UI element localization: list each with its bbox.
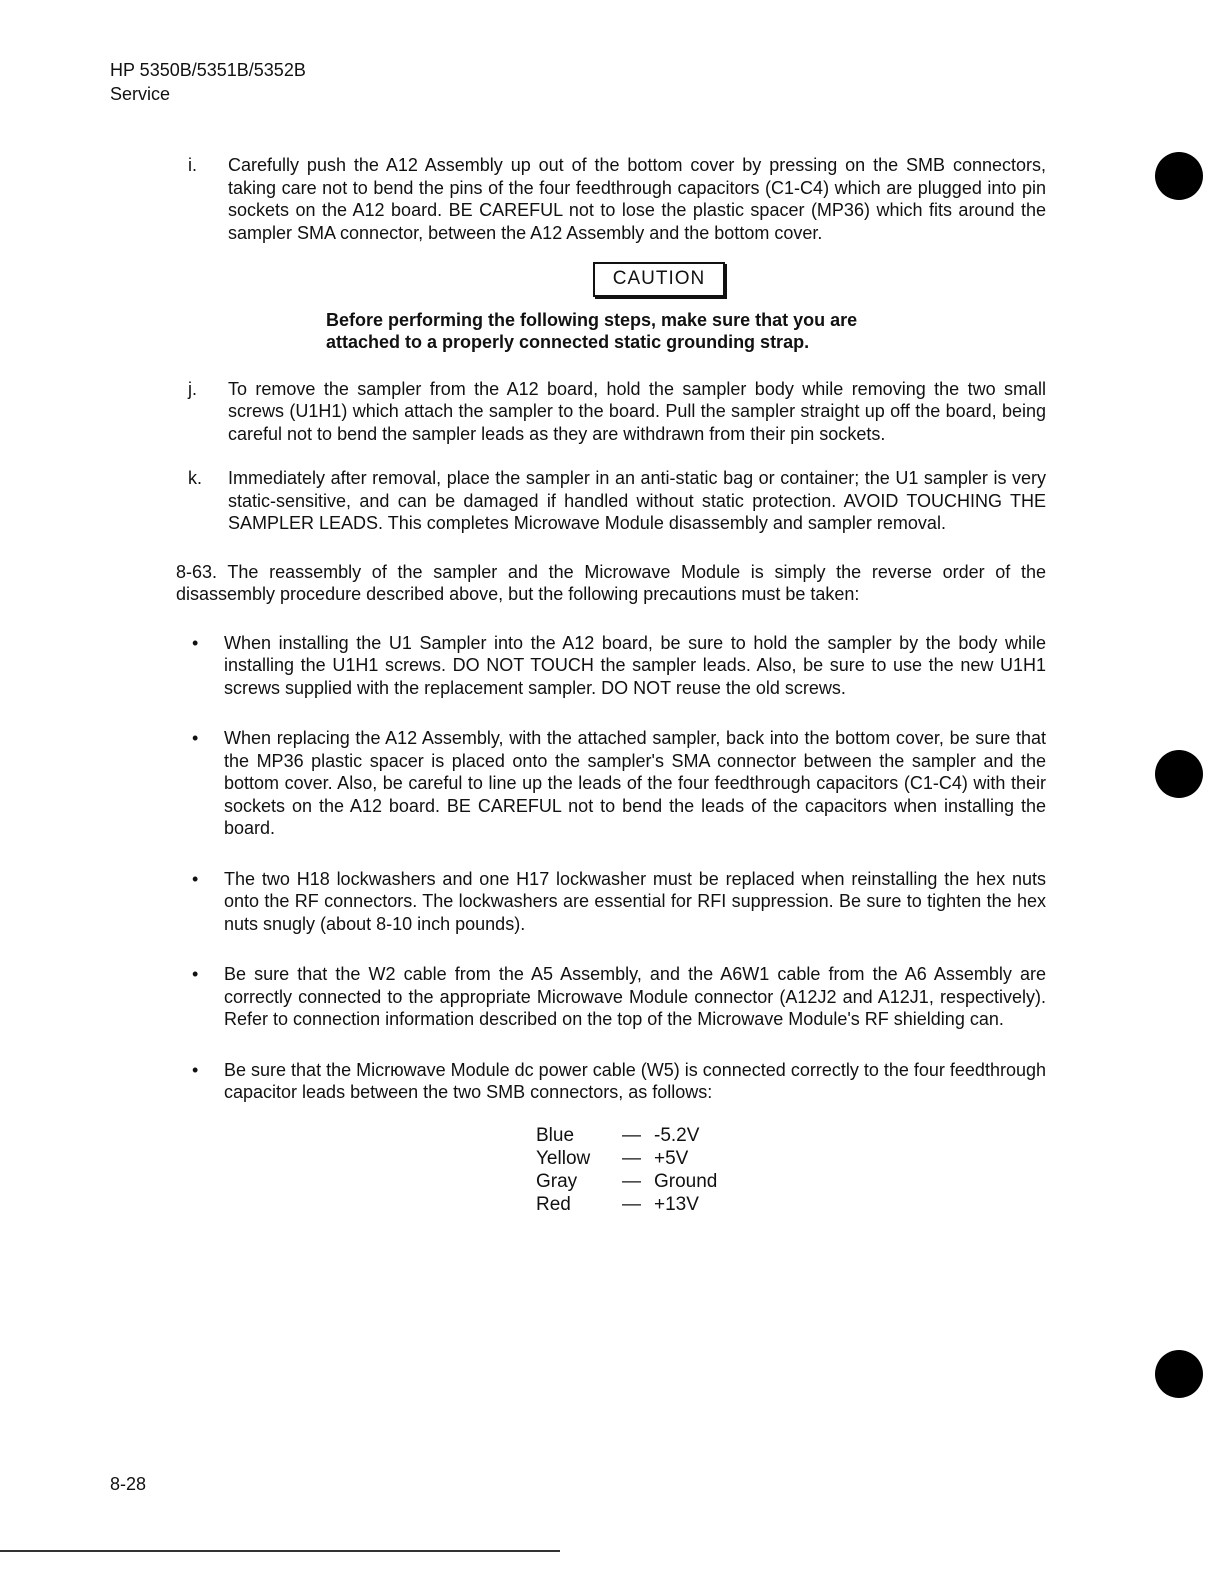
page-content xyxy=(176,154,1046,1216)
bullet-item xyxy=(176,963,1046,1031)
wire-dash: — xyxy=(622,1170,641,1192)
bullet-dot: • xyxy=(192,1059,199,1080)
wire-color-row xyxy=(536,1170,717,1193)
page-number: 8-28 xyxy=(110,1474,147,1494)
bottom-rule xyxy=(0,1550,560,1552)
bullet-text: Be sure that the Micrюwave Module dc power cable (W5) is connected correctly to the four feedthrough capacitor leads between the two SMB connectors, as follows: xyxy=(224,1059,1046,1102)
bullet-text: The two H18 lockwashers and one H17 lockwasher must be replaced when reinstalling the hex nuts onto the RF connectors. The lockwashers are essential for RFI suppression. Be sure to tighten the hex nuts snugly (about 8-10 inch pounds). xyxy=(224,868,1046,934)
caution-block xyxy=(176,262,1046,297)
bullet-dot: • xyxy=(192,964,199,984)
bullet-text: Be sure that the W2 cable from the A5 Assembly, and the A6W1 cable from the A6 Assembly are correctly connected to the appropriate Microwave Module connector (A12J2 and A12J1, respectively). Refer to connection information described on the top of the Microwave Module's RF shielding can. xyxy=(224,964,1046,1029)
bullet-item xyxy=(176,727,1046,840)
wire-voltage: -5.2V xyxy=(654,1124,700,1146)
step-text: To remove the sampler from the A12 board, hold the sampler body while removing the two small screws (U1H1) which attach the sampler to the board. Pull the sampler straight up off the board, being careful not to bend the sampler leads as they are withdrawn from their pin sockets. xyxy=(228,378,1046,444)
bullet-text: When replacing the A12 Assembly, with the attached sampler, back into the bottom cover, be sure that the MP36 plastic spacer is placed onto the sampler's SMA connector between the sampler and the bottom cover. Also, be careful to line up the leads of the four feedthrough capacitors (C1-C4) with their sockets on the A12 board. BE CAREFUL not to bend the leads of the capacitors when installing the board. xyxy=(224,728,1046,838)
binder-hole-top xyxy=(1155,152,1203,200)
wire-voltage: Ground xyxy=(654,1170,718,1192)
wire-dash: — xyxy=(622,1124,641,1146)
step-letter: j. xyxy=(188,378,197,399)
paragraph-8-63: 8-63. The reassembly of the sampler and the Microwave Module is simply the reverse order of the disassembly procedure described above, but the following precautions must be taken: xyxy=(176,561,1046,604)
wire-voltage: +13V xyxy=(654,1193,699,1215)
bullet-item xyxy=(176,1059,1046,1104)
bullet-text: When installing the U1 Sampler into the A12 board, be sure to hold the sampler by the body while installing the U1H1 screws. DO NOT TOUCH the sampler leads. Also, be sure to use the new U1H1 screws supplied with the replacement sampler. DO NOT reuse the old screws. xyxy=(224,632,1046,698)
bullet-item xyxy=(176,868,1046,936)
wire-color: Red xyxy=(536,1193,571,1215)
wire-color-row xyxy=(536,1193,717,1216)
wire-color: Blue xyxy=(536,1124,575,1146)
bullet-dot: • xyxy=(192,868,199,889)
step-letter: i. xyxy=(188,155,197,175)
binder-hole-middle xyxy=(1155,750,1203,798)
step-letter: k. xyxy=(188,468,203,488)
wire-color: Yellow xyxy=(536,1147,591,1169)
wire-color-row xyxy=(536,1147,717,1170)
caution-label: CAUTION xyxy=(593,262,726,297)
wire-color-table xyxy=(536,1124,717,1216)
binder-hole-bottom xyxy=(1155,1350,1203,1398)
wire-color-row xyxy=(536,1124,717,1147)
bullet-dot: • xyxy=(192,728,199,748)
wire-dash: — xyxy=(622,1193,641,1215)
caution-text: Before performing the following steps, make sure that you are attached to a properly connected static grounding strap. xyxy=(326,309,858,352)
document-section: Service xyxy=(110,84,171,104)
step-text: Carefully push the A12 Assembly up out of the bottom cover by pressing on the SMB connectors, taking care not to bend the pins of the four feedthrough capacitors (C1-C4) which are plugged into pin sockets on the A12 board. BE CAREFUL not to lose the plastic spacer (MP36) which fits around the sampler SMA connector, between the A12 Assembly and the bottom cover. xyxy=(228,155,1046,243)
wire-dash: — xyxy=(622,1147,641,1169)
document-model: HP 5350B/5351B/5352B xyxy=(110,60,306,80)
bullet-dot: • xyxy=(192,632,199,653)
step-i xyxy=(176,154,1046,244)
step-text: Immediately after removal, place the sampler in an anti-static bag or container; the U1 sampler is very static-sensitive, and can be damaged if handled without static protection. AVOID TOUCHING THE SAMPLER LEADS. This completes Microwave Module disassembly and sampler removal. xyxy=(228,468,1046,533)
page-header xyxy=(110,58,306,106)
step-k xyxy=(176,467,1046,535)
wire-color: Gray xyxy=(536,1170,578,1192)
wire-voltage: +5V xyxy=(654,1147,689,1169)
step-j xyxy=(176,378,1046,446)
bullet-item xyxy=(176,632,1046,700)
